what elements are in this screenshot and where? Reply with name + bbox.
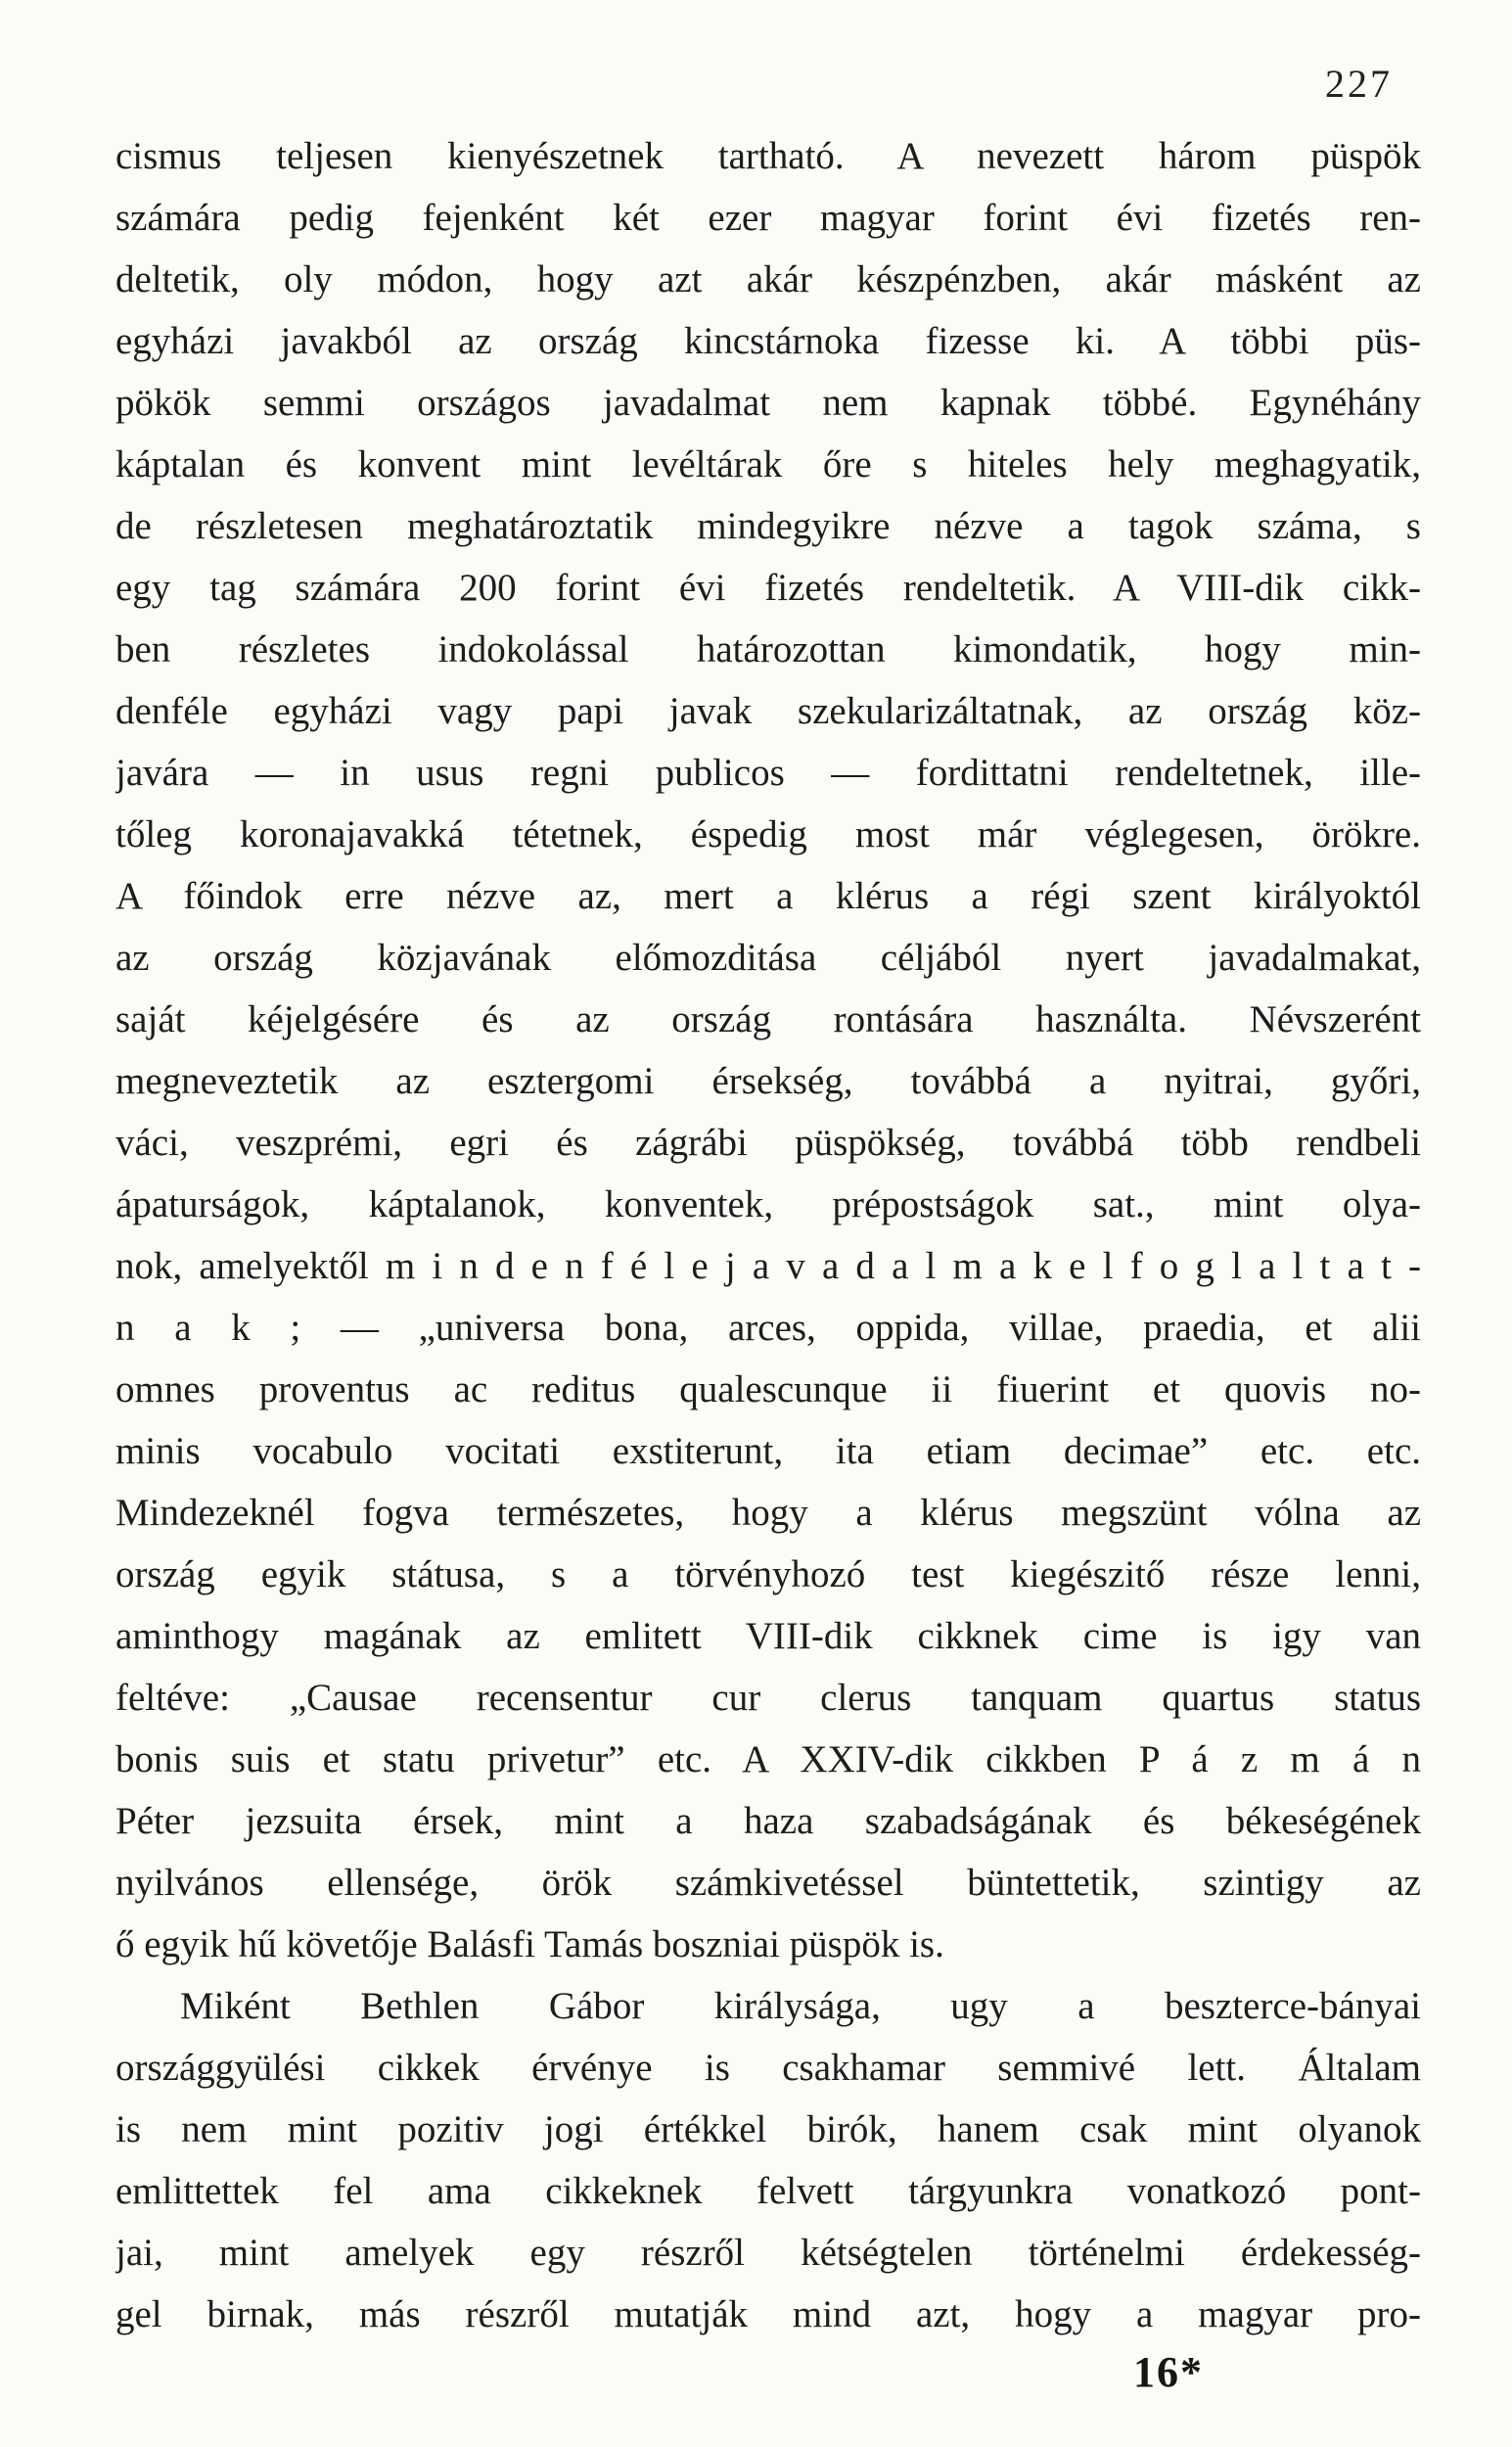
text-line: de részletesen meghatároztatik mindegyikre nézve a tagok száma, s	[115, 505, 1421, 547]
text-line: aminthogy magának az emlitett VIII-dik cikknek cime is igy van	[115, 1615, 1421, 1657]
text-line: káptalan és konvent mint levéltárak őre s hiteles hely meghagyatik,	[115, 443, 1421, 485]
text-line: jai, mint amelyek egy részről kétségtelen történelmi érdekesség-	[115, 2232, 1421, 2274]
text-line: egy tag számára 200 forint évi fizetés rendeltetik. A VIII-dik cikk-	[115, 567, 1421, 609]
text-line: nyilvános ellensége, örök számkivetéssel büntettetik, szintigy az	[115, 1862, 1421, 1904]
text-line: is nem mint pozitiv jogi értékkel birók, hanem csak mint olyanok	[115, 2108, 1421, 2150]
text-line: számára pedig fejenként két ezer magyar forint évi fizetés ren-	[115, 197, 1421, 239]
text-line: bonis suis et statu privetur” etc. A XXIV-dik cikkben P á z m á n	[115, 1738, 1421, 1780]
text-line: Miként Bethlen Gábor királysága, ugy a beszterce-bányai	[180, 1985, 1421, 2027]
text-line: omnes proventus ac reditus qualescunque ii fiuerint et quovis no-	[115, 1368, 1421, 1410]
body-text	[115, 125, 1421, 2345]
text-line: minis vocabulo vocitati exstiterunt, ita etiam decimae” etc. etc.	[115, 1430, 1421, 1472]
text-line: emlittettek fel ama cikkeknek felvett tárgyunkra vonatkozó pont-	[115, 2170, 1421, 2212]
text-line: ő egyik hű követője Balásfi Tamás boszniai püspök is.	[115, 1923, 944, 1965]
text-line: javára — in usus regni publicos — fordittatni rendeltetnek, ille-	[115, 752, 1421, 794]
text-line: váci, veszprémi, egri és zágrábi püspökség, továbbá több rendbeli	[115, 1122, 1421, 1164]
text-line: denféle egyházi vagy papi javak szekularizáltatnak, az ország köz-	[115, 690, 1421, 732]
text-line: ország egyik státusa, s a törvényhozó test kiegészitő része lenni,	[115, 1553, 1421, 1595]
text-line: n a k ; — „universa bona, arces, oppida, villae, praedia, et alii	[115, 1307, 1421, 1349]
text-line: Péter jezsuita érsek, mint a haza szabadságának és békeségének	[115, 1800, 1421, 1842]
paragraph	[115, 125, 1421, 1975]
text-line: pökök semmi országos javadalmat nem kapnak többé. Egynéhány	[115, 382, 1421, 424]
signature-mark: 16*	[1133, 2348, 1204, 2396]
text-line: feltéve: „Causae recensentur cur clerus tanquam quartus status	[115, 1677, 1421, 1719]
text-line: egyházi javakból az ország kincstárnoka fizesse ki. A többi püs-	[115, 320, 1421, 362]
text-line: megneveztetik az esztergomi érsekség, továbbá a nyitrai, győri,	[115, 1060, 1421, 1102]
text-line: deltetik, oly módon, hogy azt akár készpénzben, akár másként az	[115, 258, 1421, 300]
text-line: nok, amelyektől m i n d e n f é l e j a v a d a l m a k e l f o g l a l t a t -	[115, 1245, 1421, 1287]
page-number: 227	[1325, 62, 1393, 106]
text-line: ben részletes indokolással határozottan kimondatik, hogy min-	[115, 628, 1421, 670]
text-line: tőleg koronajavakká tétetnek, éspedig most már véglegesen, örökre.	[115, 813, 1421, 855]
text-line: az ország közjavának előmozditása céljából nyert javadalmakat,	[115, 937, 1421, 979]
paragraph	[115, 1975, 1421, 2345]
text-line: A főindok erre nézve az, mert a klérus a régi szent királyoktól	[115, 875, 1421, 917]
text-line: Mindezeknél fogva természetes, hogy a klérus megszünt vólna az	[115, 1492, 1421, 1534]
text-line: gel birnak, más részről mutatják mind azt, hogy a magyar pro-	[115, 2293, 1421, 2335]
text-line: ápaturságok, káptalanok, konventek, prépostságok sat., mint olya-	[115, 1183, 1421, 1225]
text-line: saját kéjelgésére és az ország rontására használta. Névszerént	[115, 998, 1421, 1040]
text-line: cismus teljesen kienyészetnek tartható. A nevezett három püspök	[115, 135, 1421, 177]
text-line: országgyülési cikkek érvénye is csakhamar semmivé lett. Általam	[115, 2047, 1421, 2089]
